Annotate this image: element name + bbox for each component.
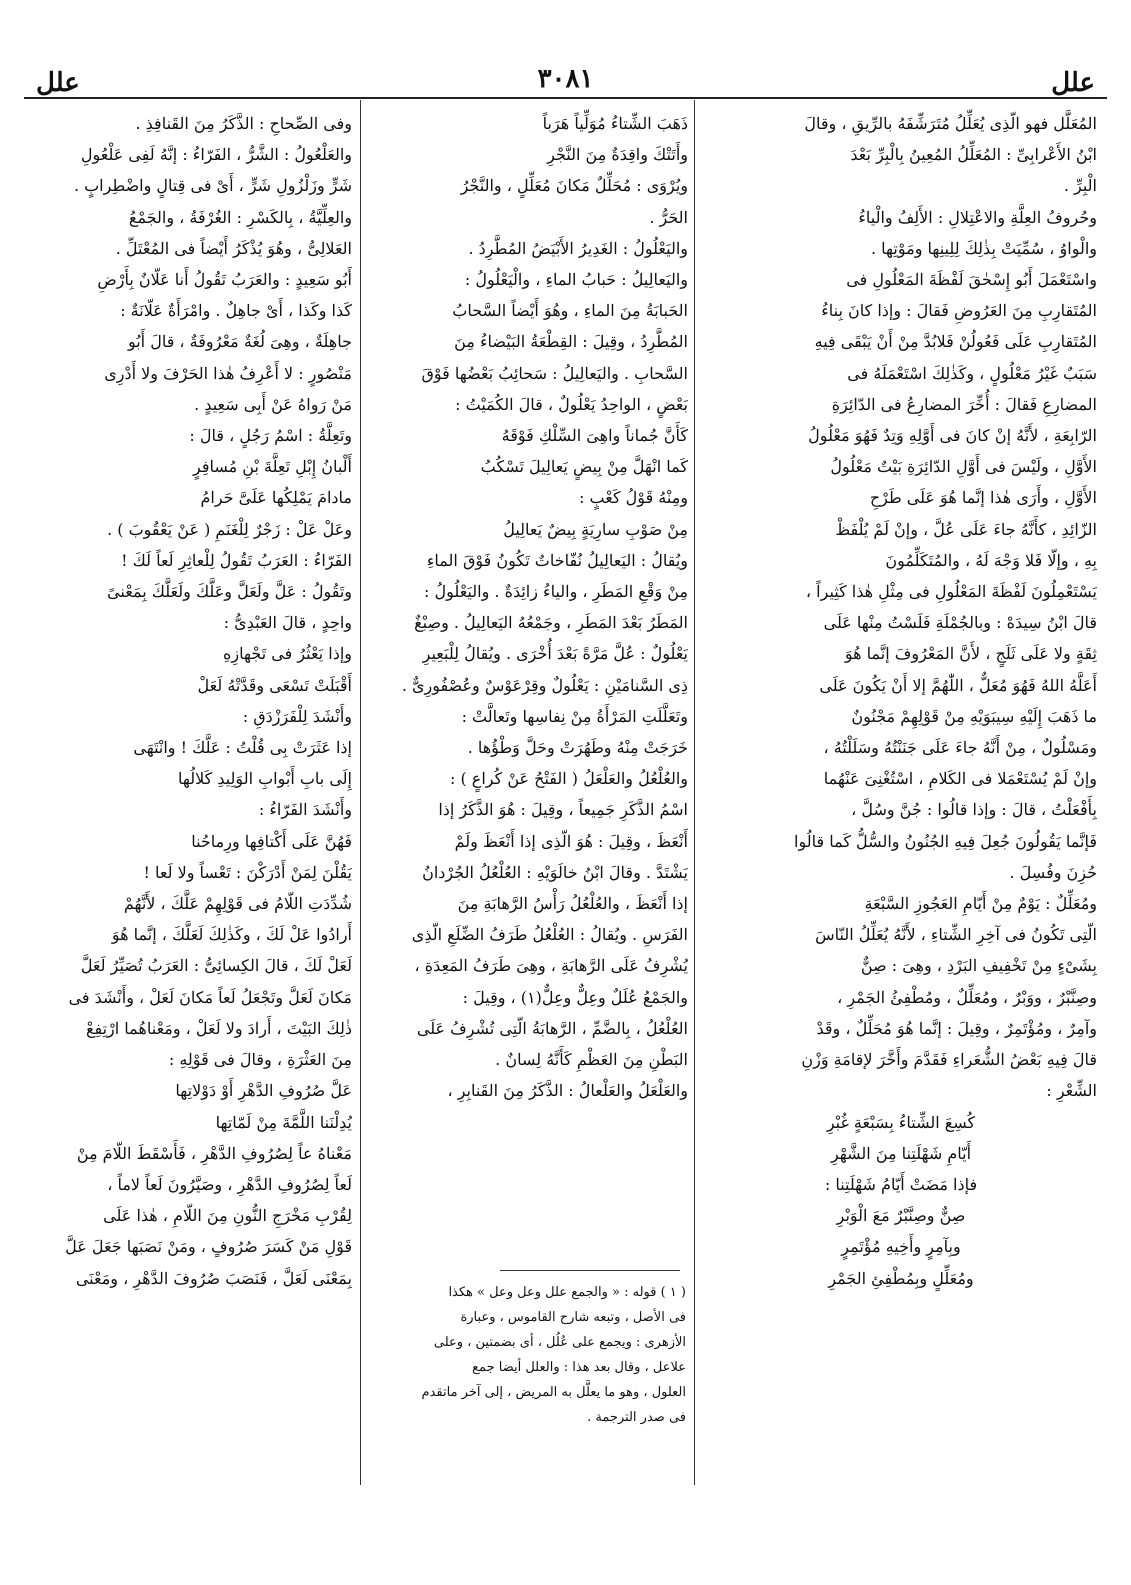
text-line: السَّحابِ . واليَعالِيلُ : سَحائِبُ بَعْضُها فَوْقَ [421, 363, 688, 383]
text-line: الحَبابَةُ مِنَ الماءِ ، وهُوَ أَيْضاً السَّحابُ [452, 301, 688, 321]
text-line: وتَعِلَّةُ : اسْمُ رَجُلٍ ، قالَ : [189, 426, 352, 446]
text-line: مَنْصُورٍ : لا أَعْرِفُ هٰذا الحَرْفَ ولا أَدْرِى [104, 363, 352, 383]
text-line: الرّابِعَةِ ، لأَنَّهُ إنْ كانَ فى أَوَّلِهِ وَتِدٌ فَهُوَ مَعْلُولُ [808, 426, 1097, 446]
text-line: ذٰلِكَ البَيْتَ ، أَرادَ ولا لَعَلْ ، ومَعْناهُما ارْتِفِعْ [85, 1018, 352, 1038]
footnote [372, 1280, 686, 1430]
text-line: الْبِرِّ . [1063, 176, 1097, 196]
text-line: والْواوُ ، سُمِّيَتْ بِذٰلِكَ لِلِينِها ومَوْتِها . [871, 238, 1097, 258]
text-line: خَرَجَتْ مِنْهُ وطَهُرَتْ وحَلَّ وَطْؤُها . [467, 738, 688, 758]
footnote-line: فى الأصل ، وتبعه شارح القاموس ، وعبارة [460, 1310, 686, 1325]
text-line: أَقْبَلَتْ تَسْعَى وقَدَّتْهُ لَعَلْ [197, 675, 352, 695]
text-line: مَنْ رَواهُ عَنْ أَبِى سَعِيدٍ . [194, 394, 352, 414]
text-line: قَوْلِ مَنْ كَسَرَ صُرُوفٍ ، ومَنْ نَصَبَها جَعَلَ عَلَّ [65, 1237, 352, 1257]
text-line: وأَتَتْكَ واقِدَةٌ مِنَ النَّجْرِ [547, 145, 688, 165]
text-line: ابْنُ الأَعْرابِىِّ : المُعَلِّلُ المُعِينُ بِالْبِرِّ بَعْدَ [850, 145, 1097, 165]
text-line: قالَ فِيهِ بَعْضُ الشُّعَراءِ فَقَدَّمَ وأَخَّرَ لإقامَةِ وَزْنِ [801, 1050, 1097, 1070]
text-line: جاهِلَةٌ ، وهِىَ لُغَةٌ مَعْرُوفَةٌ ، قالَ أَبُو [127, 332, 352, 352]
text-line: مِنْ وَقْعِ المَطَرِ ، والياءُ زائِدَةٌ . واليَعْلُولُ : [424, 582, 688, 602]
text-line: والعِلِّيَّةُ ، بِالكَسْرِ : الغُرْفَةُ ، والجَمْعُ [128, 207, 352, 227]
footnote-line: علاعل ، وقال بعد هذا : والعلل أيضا جمع [472, 1360, 686, 1375]
text-line: أَرادُوا عَلْ لَكَ ، وكَذٰلِكَ لَعَلَّكَ ، إنَّما هُوَ [111, 925, 352, 945]
text-line: بِشَىْءٍ مِنْ تَخْفِيفِ البَرْدِ ، وهِىَ : صِنٌّ [860, 956, 1097, 976]
text-line: سَبَبٌ غَيْرُ مَعْلُولٍ ، وكَذٰلِكَ اسْتَعْمَلَهُ فى [847, 363, 1097, 383]
text-line: ومُعَلِّلٌ : يَوْمٌ مِنْ أَيّامِ العَجُوزِ السَّبْعَةِ [864, 894, 1097, 914]
text-line: يَسْتَعْمِلُونَ لَفْظَةَ المَعْلُولِ فى مِثْلِ هٰذا كَثِيراً ، [805, 582, 1097, 602]
text-line: مَعْناهُ عاً لِصُرُوفِ الدَّهْرِ ، فَأَسْقَطَ اللّامَ مِنْ [76, 1143, 352, 1163]
text-line: إذا أَنْعَظَ ، والعُلْعُلُ رَأْسُ الرَّهابَةِ مِنَ [457, 894, 688, 914]
text-line: مادامَ يَمْلِكُها عَلَىَّ حَرامُ [200, 488, 352, 508]
verse-line: صِنٌّ وصِنَّبْرٌ مَعَ الْوَبْرِ [836, 1206, 966, 1226]
text-line: ويُرْوَى : مُحَلِّلٌ مَكانَ مُعَلِّلٍ ، والنَّجْرُ [460, 176, 688, 196]
text-line: فَهُنَّ عَلَى أَكْتافِها ورِماحُنا [191, 831, 352, 851]
text-line: ومَسْلُولٌ ، مِنْ أَنَّهُ جاءَ عَلَى جَنَنْتُهُ وسَلَلْتُهُ ، [823, 738, 1097, 758]
text-line: واحِدٍ ، قالَ العَبْدِىُّ : [223, 613, 352, 633]
verse-line: أَيّامِ شَهْلَتِنا مِنَ الشَّهْرِ [830, 1143, 972, 1163]
text-line: واليَعالِيلُ : حَبابُ الماءِ ، والْيَعْلُولُ : [464, 270, 688, 290]
verse-line: وبِآمِرٍ وأَخِيهِ مُؤْتَمِرٍ [841, 1237, 961, 1257]
text-line: وآمِرٌ ، ومُؤْتَمِرٌ ، وقِيلَ : إنَّما هُوَ مُحَلِّلٌ ، وقَدْ [816, 1018, 1097, 1038]
text-line: الأَوَّلِ ، ولَيْسَ فى أَوَّلِ الدّائِرَةِ بَيْتٌ مَعْلُولُ [830, 457, 1097, 477]
text-line: كَما انْهَلَّ مِنْ بِيضٍ يَعالِيلَ تَسْكُبُ [480, 457, 688, 477]
text-line: أَنْعَظَ ، وقِيلَ : هُوَ الّذِى إذا أَنْعَظَ ولَمْ [454, 831, 688, 851]
text-column-middle [370, 108, 688, 1107]
text-line: والعُلْعُلُ والعَلْعَلُ ( الفَتْحُ عَنْ كُراعٍ ) : [449, 769, 688, 789]
text-line: بِهِ ، وإلّا فَلا وَجْهَ لَهُ ، والمُتَكَلِّمُونَ [885, 550, 1097, 570]
footnote-line: العلول ، وهو ما يعلَّل به المريض ، إلى آخر ماتقدم [421, 1385, 686, 1400]
text-line: وتَعَلَّلَتِ المَرْأَةُ مِنْ نِفاسِها وتَعالَّتْ : [461, 706, 688, 726]
column-divider [694, 100, 695, 1485]
text-column-right [705, 108, 1097, 1294]
text-line: مِنَ العَثْرَةِ ، وقالَ فى قَوْلِهِ : [168, 1050, 352, 1070]
header-keyword-right: علل [1051, 68, 1095, 98]
text-line: بِمَعْنَى لَعَلَّ ، فَنَصَبَ صُرُوفَ الدَّهْرِ ، ومَعْنَى [75, 1268, 352, 1288]
text-line: وفى الصِّحاحِ : الذَّكَرُ مِنَ القَنافِذِ . [135, 114, 352, 133]
page-number: ٣٠٨١ [537, 64, 594, 94]
text-line: ذِى السَّنامَيْنِ : يَعْلُولٌ وقِرْعَوْسٌ وعُصْفُورِىٌّ . [401, 675, 688, 695]
text-line: ويُقالُ : اليَعالِيلُ نُفّاخاتٌ تَكُونُ فَوْقَ الماءِ [426, 550, 688, 570]
text-line: عَلَّ صُرُوفِ الدَّهْرِ أَوْ دَوْلاتِها [175, 1081, 352, 1101]
text-line: لَعَلْ لَكَ ، قالَ الكِسائِىُّ : العَرَبُ تُصَيِّرُ لَعَلَّ [80, 956, 352, 976]
text-line: المُتَقارِبِ مِنَ العَرُوضِ فَقالَ : وإذا كانَ بِناءُ [821, 301, 1097, 321]
text-line: وعَلْ عَلْ : زَجْرٌ لِلْغَنَمِ ( عَنْ يَعْقُوبَ ) . [107, 519, 352, 539]
header-rule [24, 97, 1107, 99]
text-line: المُتَقارِبِ عَلَى فَعُولُنْ فَلابُدَّ مِنْ أَنْ يَبْقَى فِيهِ [814, 332, 1097, 352]
text-line: البَطْنِ مِنَ العَظْمِ كَأَنَّهُ لِسانٌ . [495, 1050, 688, 1070]
text-line: واسْتَعْمَلَ أَبُو إِسْحٰقَ لَفْظَةَ المَعْلُولِ فى [846, 270, 1097, 290]
text-line: إِلَى بابِ أَبْوابِ الوَلِيدِ كَلالُها [177, 769, 352, 789]
text-line: ذَهَبَ الشِّتاءُ مُوَلِّياً هَرَباً [542, 114, 688, 133]
text-line: لِقُرْبِ مَخْرَجِ النُّونِ مِنَ اللّامِ ، هٰذا عَلَى [103, 1206, 352, 1226]
text-line: وتَقُولُ : عَلَّ ولَعَلَّ وعَلَّكَ ولَعَلَّكَ بِمَعْنىً [107, 582, 352, 602]
column-divider [360, 100, 361, 1485]
text-line: والعَلْعُولُ : الشَّرُّ ، الفَرّاءُ : إنَّهُ لَفِى عَلْعُولِ [80, 145, 352, 165]
verse-line: فإذا مَضَتْ أَيّامُ شَهْلَتِنا : [824, 1174, 978, 1194]
text-line: قالَ ابْنُ سِيدَهْ : وبالجُمْلَةِ فَلَسْتُ مِنْها عَلَى [823, 613, 1097, 633]
text-line: ما ذَهَبَ إِلَيْهِ سِيبَوَيْهِ مِنْ قَوْلِهِمْ مَجْنُونٌ [851, 706, 1097, 726]
text-line: يَعْلُولٌ : عُلَّ مَرَّةً بَعْدَ أُخْرَى . ويُقالُ لِلْبَعِيرِ [422, 644, 688, 664]
text-line: ثِقَةٍ ولا عَلَى ثَلَجٍ ، لأَنَّ المَعْرُوفَ إنَّما هُوَ [844, 644, 1097, 664]
text-line: إذا عَثَرَتْ بِى قُلْتُ : عَلَّكَ ! وانْتَهَى [133, 738, 352, 758]
text-line: وحُروفُ العِلَّةِ والاعْتِلالِ : الأَلِفُ والْياءُ [858, 207, 1097, 227]
text-line: الأَوَّلِ ، وأَرَى هٰذا إنَّما هُوَ عَلَى طَرْحِ [869, 488, 1097, 508]
text-line: كَذا وكَذا ، أَىْ جاهِلٌ . وامْرَأَةٌ عَلّانَةٌ : [120, 301, 352, 321]
text-line: يَشْتَدَّ . وقالَ ابْنُ خالَوَيْهِ : العُلْعُلُ الجُرْدانُ [422, 862, 688, 882]
text-line: ومِنْهُ قَوْلُ كَعْبٍ : [579, 488, 688, 508]
text-line: واليَعْلُولُ : الغَدِيرُ الأَبْيَضُ المُطَّرِدُ . [468, 238, 688, 258]
verse-line: كُسِعَ الشِّتاءُ بِسَبْعَةٍ غُبْرِ [826, 1112, 976, 1132]
page-header [0, 60, 1131, 100]
text-line: الزّائِدِ ، كأَنَّهُ جاءَ عَلَى عُلَّ ، وإنْ لَمْ يُلْفَظْ [835, 519, 1097, 539]
text-line: فَإنَّما يَقُولُونَ جُعِلَ فِيهِ الجُنُونُ والسُّلُّ كَما قالُوا [794, 831, 1097, 851]
text-line: يُشْرِفُ عَلَى الرَّهابَةِ ، وهِىَ طَرَفُ المَعِدَةِ ، [414, 956, 688, 976]
text-line: حُزِنَ وفُسِلَ . [1009, 862, 1097, 882]
text-line: يُدِلْنَنا اللَّمَّةَ مِنْ لَمّاتِها [215, 1112, 352, 1132]
text-line: والجَمْعُ عُلَلٌ وعِلٌّ وعِلٌّ(١) ، وقِيلَ : [462, 987, 688, 1007]
footnote-line: فى صدر الترجمة . [587, 1410, 686, 1425]
footnote-line: ( ١ ) قوله : « والجمع علل وعل وعل » هكذا [448, 1285, 686, 1300]
footnote-line: الأزهرى : ويجمع على عُلُل ، أى بضمتين ، وعلى [433, 1335, 686, 1350]
text-line: شَرٍّ وزَلْزُولِ شَرٍّ ، أَىْ فى قِتالٍ واضْطِرابٍ . [73, 176, 352, 196]
text-line: مِنْ صَوْبِ سارِيَةٍ بِيضٌ يَعالِيلُ [503, 519, 688, 539]
text-line: وإنْ لَمْ يُسْتَعْمَلا فى الكَلامِ ، اسْتُغْنِىَ عَنْهُما [823, 769, 1097, 789]
text-line: المُعَلَّل فهو الّذِى يُعَلِّلُ مُتَرَشِّفَهُ بالرِّيقِ ، وقالَ [804, 114, 1097, 133]
text-line: مَكانَ لَعَلَّ وتَجْعَلُ لَعاً مَكانَ لَعَلْ ، وأَنْشَدَ فى [68, 987, 352, 1007]
text-line: كَأَنَّ جُماناً واهِىَ السِّلْكِ فَوْقَهُ [501, 426, 688, 446]
text-line: شُدِّدَتِ اللّامُ فى قَوْلِهِمْ عَلَّكَ ، لأَنَّهُمْ [123, 894, 352, 914]
text-line: والعَلْعَلُ والعَلْعالُ : الذَّكَرُ مِنَ القَنابِرِ ، [447, 1081, 688, 1101]
header-keyword-left: علل [36, 68, 80, 98]
text-line: وصِنَّبْرٌ ، ووَبْرٌ ، ومُعَلِّلٌ ، ومُطْفِئُ الجَمْرِ ، [837, 987, 1097, 1007]
text-line: أَبُو سَعِيدٍ : والعَرَبُ تَقُولُ أَنا عَلّانٌ بِأَرْضِ [97, 270, 352, 290]
text-line: الفَرَسِ . ويُقالُ : العُلْعُلُ طَرَفُ الضِّلَعِ الّذِى [411, 925, 688, 945]
verse-line: ومُعَلِّلٍ وبِمُطْفِئِ الجَمْرِ [828, 1268, 974, 1288]
text-line: وأَنْشَدَ لِلْفَرَزْدَقِ : [242, 706, 352, 726]
text-line: الّتِى تَكُونُ فى آخِرِ الشِّتاءِ ، لأَنَّهُ يُعَلِّلُ النّاسَ [815, 925, 1097, 945]
text-line: العُلْعُلُ ، بِالضَّمِّ ، الرَّهابَةُ الّتِى تُشْرِفُ عَلَى [416, 1018, 688, 1038]
text-line: أَلْبانُ إِبْلِ تَعِلَّةَ بْنِ مُسافِرٍ [192, 457, 352, 477]
text-line: لَعاً لِصُرُوفِ الدَّهْرِ ، وصَيَّرُونَ لَعاً لاماً ، [107, 1174, 352, 1194]
text-line: اسْمُ الذَّكَرِ جَمِيعاً ، وقِيلَ : هُوَ الذَّكَرُ إذا [438, 800, 688, 820]
footnote-rule [500, 1270, 680, 1271]
text-line: بَعْضٍ ، الواحِدُ يَعْلُولٌ ، قالَ الكُمَيْتُ : [455, 394, 688, 414]
text-line: وإذا يَعْثُرُ فى تَجْهازِهِ [223, 644, 352, 664]
text-line: وأَنْشَدَ الفَرّاءُ : [258, 800, 352, 820]
text-line: المضارِعِ فَقالَ : أُخِّرَ المضارِعُ فى الدّائِرَةِ [831, 394, 1097, 414]
text-line: أَعَلَّهُ اللهُ فَهُوَ مُعَلٌّ ، اللّٰهُمَّ إلا أَنْ يَكُونَ عَلَى [819, 675, 1097, 695]
text-line: المَطَرُ بَعْدَ المَطَرِ ، وجَمْعُهُ اليَعالِيلُ . وصِبْغٌ [414, 613, 688, 633]
text-line: العَلالِىُّ ، وهُوَ يُذْكَرُ أَيْضاً فى المُعْتَلِّ . [115, 238, 352, 258]
text-line: المُطَّرِدُ ، وقِيلَ : القِطْعَةُ البَيْضاءُ مِنَ [454, 332, 688, 352]
text-line: يَقُلْنَ لِمَنْ أَدْرَكْنَ : تَعْساً ولا لَعا ! [143, 862, 352, 882]
text-line: بِأَفْعَلْتُ ، قالَ : وإذا قالُوا : جُنَّ وسُلَّ ، [851, 800, 1097, 820]
text-line: الشِّعْرِ : [1046, 1081, 1097, 1101]
text-line: الحَرُّ . [649, 207, 688, 227]
text-line: الفَرّاءُ : العَرَبُ تَقُولُ لِلْعاثِرِ لَعاً لَكَ ! [121, 550, 352, 570]
text-column-left [30, 108, 352, 1294]
